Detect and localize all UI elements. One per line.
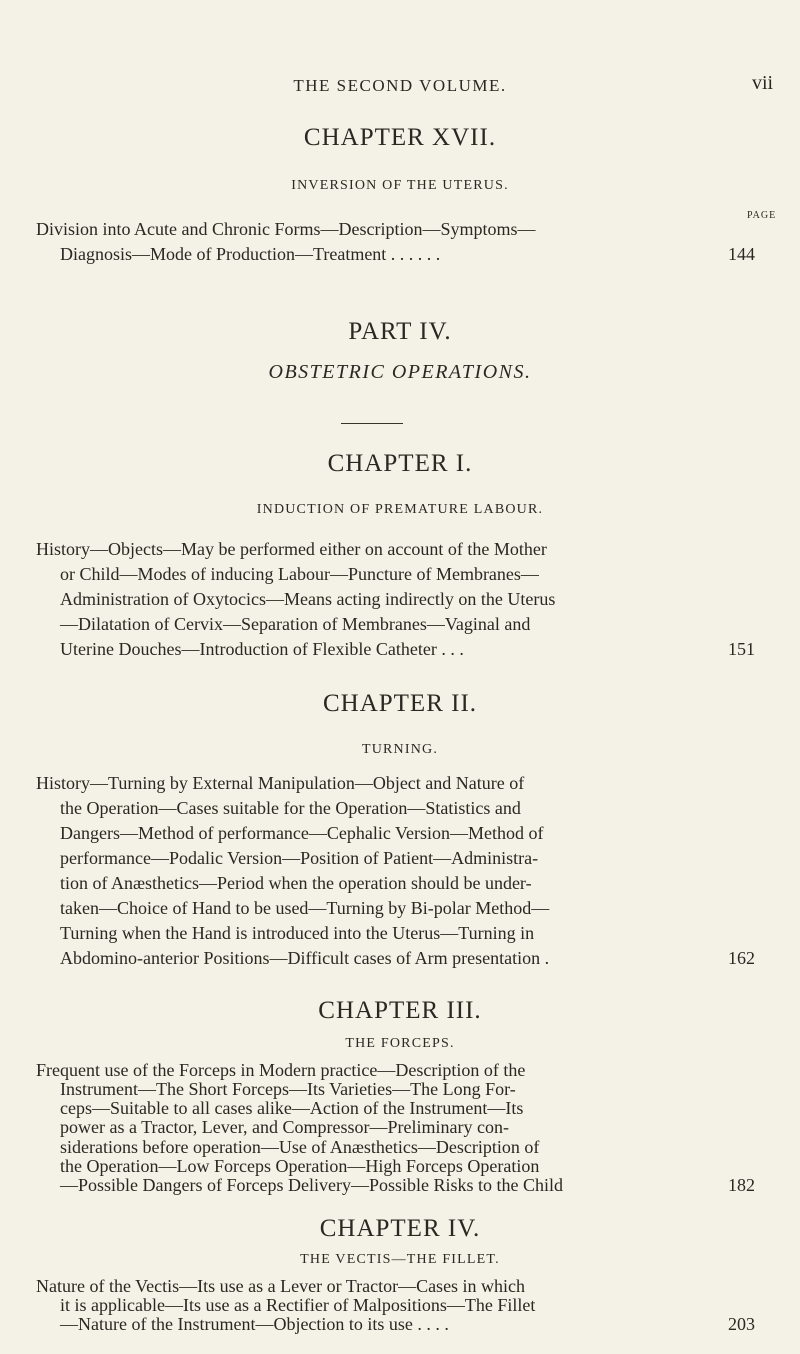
toc-page-number: 144 [728, 244, 755, 264]
chapter-title: CHAPTER IV. [319, 1214, 481, 1242]
toc-line: Turning when the Hand is introduced into the Uterus—Turning in [60, 923, 535, 943]
toc-line: —Dilatation of Cervix—Separation of Membranes—Vaginal and [60, 614, 531, 634]
toc-line: performance—Podalic Version—Position of Patient—Administra- [60, 848, 539, 868]
chapter-subtitle: TURNING. [361, 742, 439, 757]
toc-line: Uterine Douches—Introduction of Flexible Catheter . . . [60, 639, 464, 659]
toc-page-number: 162 [728, 948, 755, 968]
chapter-subtitle: THE FORCEPS. [345, 1036, 455, 1052]
toc-page-number: 203 [728, 1313, 755, 1334]
toc-line: Instrument—The Short Forceps—Its Varieties—The Long For- [60, 1079, 516, 1100]
toc-line: —Possible Dangers of Forceps Delivery—Possible Risks to the Child [60, 1174, 563, 1195]
toc-line: Administration of Oxytocics—Means acting indirectly on the Uterus [60, 589, 556, 609]
chapter-title: CHAPTER III. [318, 996, 482, 1024]
chapter-subtitle: INDUCTION OF PREMATURE LABOUR. [256, 502, 544, 517]
toc-line: it is applicable—Its use as a Rectifier of Malpositions—The Fillet [60, 1294, 536, 1315]
chapter-title: CHAPTER XVII. [303, 124, 497, 151]
page-column-label: PAGE [747, 210, 777, 221]
toc-line: Dangers—Method of performance—Cephalic Version—Method of [60, 823, 544, 843]
toc-line: History—Turning by External Manipulation—Object and Nature of [36, 773, 525, 793]
page-number: vii [752, 72, 774, 94]
part-title: PART IV. [348, 318, 452, 345]
chapter-title: CHAPTER II. [322, 690, 478, 717]
chapter-subtitle: THE VECTIS—THE FILLET. [300, 1252, 500, 1268]
toc-line: taken—Choice of Hand to be used—Turning by Bi-polar Method— [60, 898, 550, 918]
chapter-subtitle: INVERSION OF THE UTERUS. [291, 178, 509, 193]
part-subtitle: OBSTETRIC OPERATIONS. [268, 361, 532, 383]
toc-line: power as a Tractor, Lever, and Compressor—Preliminary con- [60, 1117, 509, 1138]
toc-page-number: 182 [728, 1174, 755, 1195]
chapter-title: CHAPTER I. [327, 450, 473, 477]
toc-page-number: 151 [728, 639, 755, 659]
toc-line: Nature of the Vectis—Its use as a Lever or Tractor—Cases in which [36, 1275, 526, 1296]
toc-line: tion of Anæsthetics—Period when the operation should be under- [60, 873, 532, 893]
toc-line: the Operation—Cases suitable for the Operation—Statistics and [60, 798, 521, 818]
toc-line: History—Objects—May be performed either on account of the Mother [36, 539, 547, 559]
section-rule [341, 423, 403, 424]
toc-line: siderations before operation—Use of Anæsthetics—Description of [60, 1136, 540, 1157]
toc-line: —Nature of the Instrument—Objection to its use . . . . [60, 1313, 449, 1334]
toc-line: Frequent use of the Forceps in Modern practice—Description of the [36, 1059, 526, 1080]
toc-line: ceps—Suitable to all cases alike—Action of the Instrument—Its [60, 1098, 524, 1119]
toc-line: Abdomino-anterior Positions—Difficult cases of Arm presentation . [60, 948, 550, 968]
toc-line: Diagnosis—Mode of Production—Treatment . . . . . . [60, 244, 441, 264]
toc-line: Division into Acute and Chronic Forms—Description—Symptoms— [36, 219, 536, 239]
toc-line: or Child—Modes of inducing Labour—Puncture of Membranes— [60, 564, 539, 584]
running-head: THE SECOND VOLUME. [293, 76, 507, 95]
toc-line: the Operation—Low Forceps Operation—High Forceps Operation [60, 1155, 540, 1176]
